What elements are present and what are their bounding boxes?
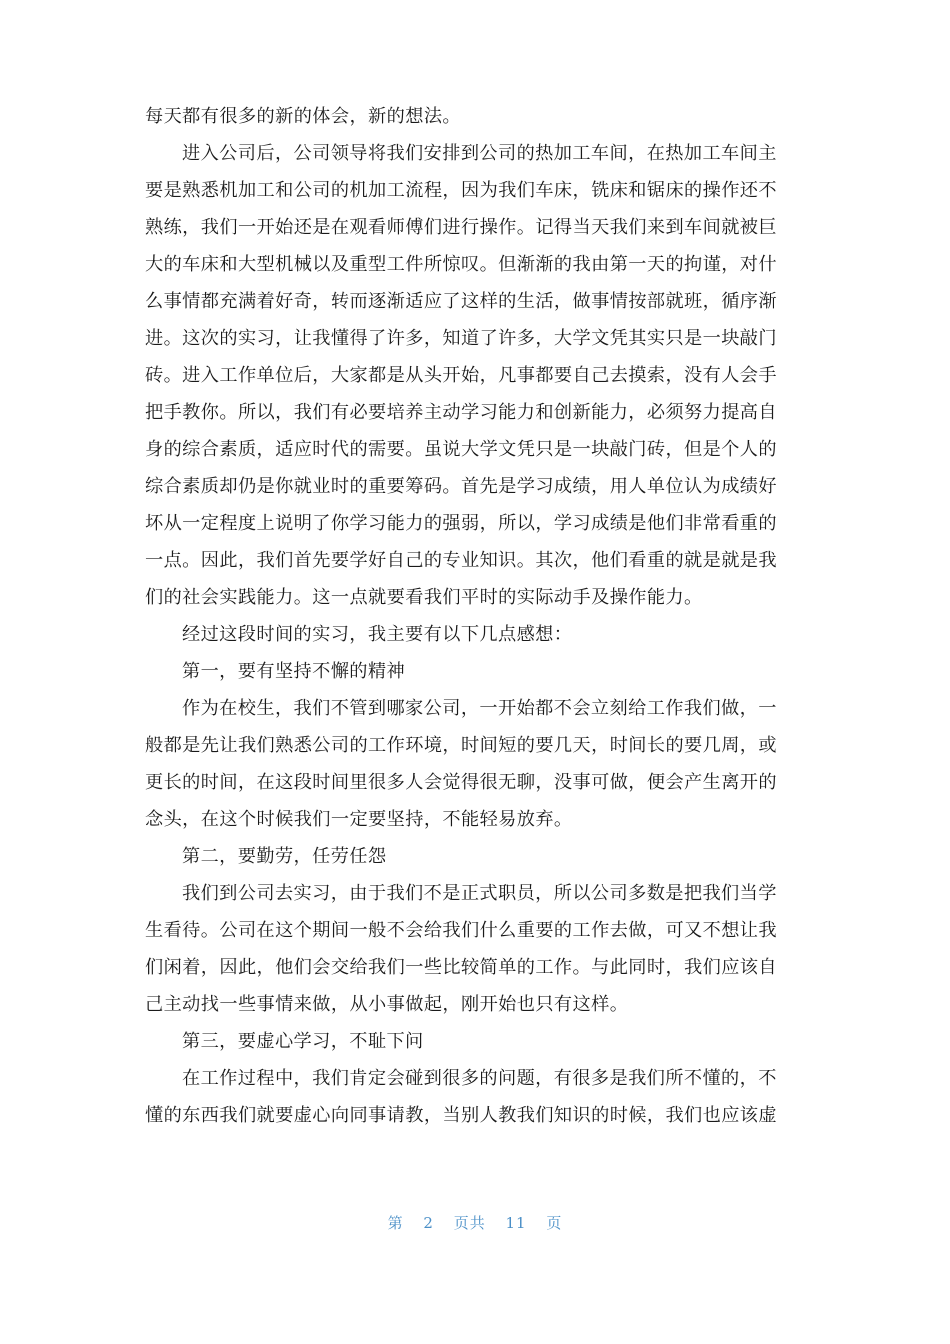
text-line: 坏从一定程度上说明了你学习能力的强弱，所以，学习成绩是他们非常看重的 xyxy=(145,513,777,534)
text-line: 第一，要有坚持不懈的精神 xyxy=(182,661,406,682)
text-line: 综合素质却仍是你就业时的重要筹码。首先是学习成绩，用人单位认为成绩好 xyxy=(145,476,777,497)
text-line: 进。这次的实习，让我懂得了许多，知道了许多，大学文凭其实只是一块敲门 xyxy=(145,328,777,349)
text-line: 们闲着，因此，他们会交给我们一些比较简单的工作。与此同时，我们应该自 xyxy=(145,957,777,978)
text-line: 经过这段时间的实习，我主要有以下几点感想： xyxy=(182,624,573,645)
footer-page-number: 2 xyxy=(423,1214,434,1232)
text-line: 进入公司后，公司领导将我们安排到公司的热加工车间，在热加工车间主 xyxy=(182,143,777,164)
footer-prefix: 第 xyxy=(387,1214,404,1232)
text-line: 砖。进入工作单位后，大家都是从头开始，凡事都要自己去摸索，没有人会手 xyxy=(145,365,777,386)
text-line: 身的综合素质，适应时代的需要。虽说大学文凭只是一块敲门砖，但是个人的 xyxy=(145,439,777,460)
text-line: 生看待。公司在这个期间一般不会给我们什么重要的工作去做，可又不想让我 xyxy=(145,920,777,941)
text-line: 念头，在这个时候我们一定要坚持，不能轻易放弃。 xyxy=(145,809,573,830)
footer-suffix: 页 xyxy=(546,1214,563,1232)
page-footer xyxy=(0,1212,950,1233)
text-line: 把手教你。所以，我们有必要培养主动学习能力和创新能力，必须努力提高自 xyxy=(145,402,777,423)
text-line: 更长的时间，在这段时间里很多人会觉得很无聊，没事可做，便会产生离开的 xyxy=(145,772,777,793)
text-line: 作为在校生，我们不管到哪家公司，一开始都不会立刻给工作我们做，一 xyxy=(182,698,777,719)
text-line: 般都是先让我们熟悉公司的工作环境，时间短的要几天，时间长的要几周，或 xyxy=(145,735,777,756)
text-line: 一点。因此，我们首先要学好自己的专业知识。其次，他们看重的就是就是我 xyxy=(145,550,777,571)
text-line: 每天都有很多的新的体会，新的想法。 xyxy=(145,106,461,127)
footer-middle: 页共 xyxy=(453,1214,486,1232)
text-line: 第三，要虚心学习，不耻下问 xyxy=(182,1031,424,1052)
text-line: 第二，要勤劳，任劳任怨 xyxy=(182,846,387,867)
text-line: 熟练，我们一开始还是在观看师傅们进行操作。记得当天我们来到车间就被巨 xyxy=(145,217,777,238)
document-body xyxy=(145,98,800,1134)
text-line: 在工作过程中，我们肯定会碰到很多的问题，有很多是我们所不懂的，不 xyxy=(182,1068,777,1089)
text-line: 么事情都充满着好奇，转而逐渐适应了这样的生活，做事情按部就班，循序渐 xyxy=(145,291,777,312)
footer-total-pages: 11 xyxy=(505,1214,527,1232)
text-line: 己主动找一些事情来做，从小事做起，刚开始也只有这样。 xyxy=(145,994,629,1015)
text-line: 我们到公司去实习，由于我们不是正式职员，所以公司多数是把我们当学 xyxy=(182,883,777,904)
text-line: 要是熟悉机加工和公司的机加工流程，因为我们车床，铣床和锯床的操作还不 xyxy=(145,180,777,201)
text-line: 大的车床和大型机械以及重型工件所惊叹。但渐渐的我由第一天的拘谨，对什 xyxy=(145,254,777,275)
text-line: 们的社会实践能力。这一点就要看我们平时的实际动手及操作能力。 xyxy=(145,587,703,608)
text-line: 懂的东西我们就要虚心向同事请教，当别人教我们知识的时候，我们也应该虚 xyxy=(145,1105,777,1126)
